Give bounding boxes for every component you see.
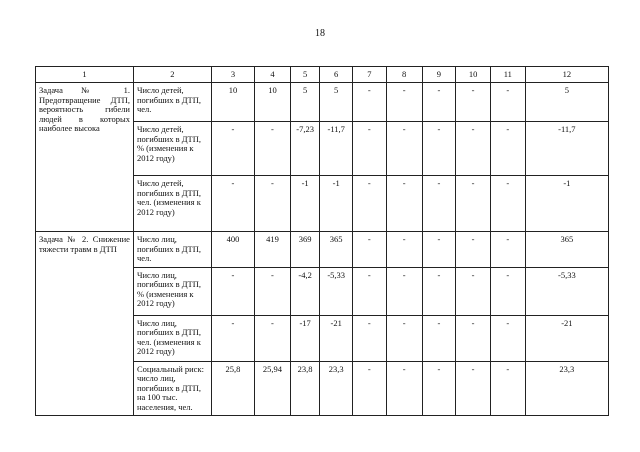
- value-cell: -: [422, 122, 456, 176]
- value-cell: 5: [320, 83, 353, 122]
- value-cell: -: [490, 176, 525, 232]
- column-header: 10: [456, 67, 491, 83]
- value-cell: 5: [290, 83, 319, 122]
- value-cell: -: [211, 267, 254, 315]
- value-cell: 419: [255, 232, 291, 268]
- value-cell: -: [490, 122, 525, 176]
- value-cell: -: [456, 267, 491, 315]
- value-cell: 25,8: [211, 361, 254, 416]
- value-cell: -: [353, 267, 387, 315]
- column-header: 5: [290, 67, 319, 83]
- value-cell: -: [386, 83, 422, 122]
- value-cell: -: [211, 176, 254, 232]
- value-cell: -: [211, 122, 254, 176]
- value-cell: -: [456, 122, 491, 176]
- value-cell: -: [422, 176, 456, 232]
- value-cell: -: [456, 176, 491, 232]
- column-header: 6: [320, 67, 353, 83]
- value-cell: -: [255, 315, 291, 361]
- value-cell: -21: [525, 315, 608, 361]
- value-cell: -17: [290, 315, 319, 361]
- value-cell: 400: [211, 232, 254, 268]
- value-cell: 369: [290, 232, 319, 268]
- value-cell: -: [255, 267, 291, 315]
- value-cell: -: [456, 315, 491, 361]
- value-cell: -: [386, 122, 422, 176]
- value-cell: -: [490, 232, 525, 268]
- column-header: 11: [490, 67, 525, 83]
- value-cell: -4,2: [290, 267, 319, 315]
- value-cell: 23,3: [320, 361, 353, 416]
- column-header: 8: [386, 67, 422, 83]
- column-header: 7: [353, 67, 387, 83]
- value-cell: -: [211, 315, 254, 361]
- value-cell: -: [422, 83, 456, 122]
- value-cell: -: [386, 361, 422, 416]
- value-cell: -: [422, 232, 456, 268]
- value-cell: -: [422, 315, 456, 361]
- value-cell: 10: [211, 83, 254, 122]
- value-cell: -1: [290, 176, 319, 232]
- task-cell: Задача № 1. Предотвращение ДТП, вероятность гибели людей в которых наиболее высока: [36, 83, 134, 232]
- column-header: 3: [211, 67, 254, 83]
- column-header: 9: [422, 67, 456, 83]
- value-cell: -1: [525, 176, 608, 232]
- value-cell: 10: [255, 83, 291, 122]
- value-cell: 5: [525, 83, 608, 122]
- indicator-cell: Число лиц, погибших в ДТП, чел. (изменения к 2012 году): [133, 315, 211, 361]
- value-cell: 365: [525, 232, 608, 268]
- indicator-cell: Социальный риск: число лиц, погибших в ДТП, на 100 тыс. населения, чел.: [133, 361, 211, 416]
- value-cell: -: [490, 267, 525, 315]
- column-header: 1: [36, 67, 134, 83]
- value-cell: -: [422, 267, 456, 315]
- value-cell: -: [456, 232, 491, 268]
- value-cell: -: [353, 232, 387, 268]
- table-header-row: [36, 67, 609, 83]
- column-header: 2: [133, 67, 211, 83]
- value-cell: 365: [320, 232, 353, 268]
- value-cell: 25,94: [255, 361, 291, 416]
- value-cell: -: [353, 122, 387, 176]
- value-cell: -: [386, 315, 422, 361]
- value-cell: 23,3: [525, 361, 608, 416]
- task-cell: Задача № 2. Снижение тяжести травм в ДТП: [36, 232, 134, 416]
- indicators-table: [35, 66, 609, 416]
- value-cell: 23,8: [290, 361, 319, 416]
- value-cell: -: [353, 361, 387, 416]
- indicator-cell: Число детей, погибших в ДТП, чел. (изменения к 2012 году): [133, 176, 211, 232]
- value-cell: -: [386, 176, 422, 232]
- value-cell: -11,7: [525, 122, 608, 176]
- value-cell: -7,23: [290, 122, 319, 176]
- value-cell: -1: [320, 176, 353, 232]
- value-cell: -: [353, 176, 387, 232]
- value-cell: -: [353, 315, 387, 361]
- value-cell: -: [386, 232, 422, 268]
- value-cell: -: [456, 83, 491, 122]
- value-cell: -: [490, 315, 525, 361]
- column-header: 4: [255, 67, 291, 83]
- table-row: [36, 83, 609, 122]
- value-cell: -: [386, 267, 422, 315]
- column-header: 12: [525, 67, 608, 83]
- value-cell: -11,7: [320, 122, 353, 176]
- value-cell: -: [255, 122, 291, 176]
- page-number: 18: [315, 28, 325, 39]
- value-cell: -: [490, 361, 525, 416]
- indicator-cell: Число лиц, погибших в ДТП, % (изменения к 2012 году): [133, 267, 211, 315]
- indicator-cell: Число лиц, погибших в ДТП, чел.: [133, 232, 211, 268]
- indicator-cell: Число детей, погибших в ДТП, чел.: [133, 83, 211, 122]
- value-cell: -: [255, 176, 291, 232]
- value-cell: -: [490, 83, 525, 122]
- value-cell: -: [456, 361, 491, 416]
- table-row: [36, 232, 609, 268]
- value-cell: -: [353, 83, 387, 122]
- value-cell: -5,33: [525, 267, 608, 315]
- value-cell: -21: [320, 315, 353, 361]
- indicator-cell: Число детей, погибших в ДТП, % (изменения к 2012 году): [133, 122, 211, 176]
- value-cell: -5,33: [320, 267, 353, 315]
- value-cell: -: [422, 361, 456, 416]
